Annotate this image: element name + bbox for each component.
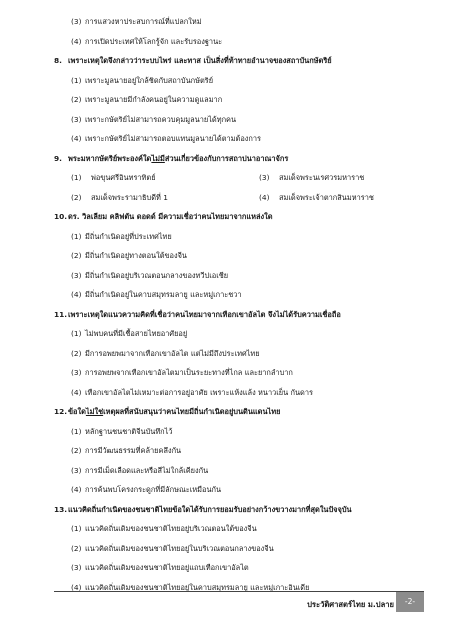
choice-number: (2) — [71, 348, 82, 358]
choice-text: มีถิ่นกำเนิดอยู่บริเวณตอนกลางของทวีปเอเชีย — [85, 270, 229, 280]
exam-content — [54, 12, 424, 597]
choice-number: (2) — [71, 95, 82, 104]
answer-choice — [54, 324, 424, 344]
answer-choice — [54, 461, 424, 481]
answer-row — [54, 188, 424, 208]
choice-number: (4) — [71, 582, 82, 592]
choice-text: มีถิ่นกำเนิดอยู่ทางตอนใต้ของจีน — [85, 251, 187, 260]
footer-subject: ประวัติศาสตร์ไทย ม.ปลาย — [307, 600, 394, 609]
question-block-10-11 — [54, 207, 424, 402]
choice-number: (1) — [71, 173, 82, 182]
question-text-emphasis: ไม่มี — [151, 153, 165, 163]
choice-text: มีถิ่นกำเนิดอยู่ที่ประเทศไทย — [85, 231, 172, 241]
choice-number: (3) — [71, 465, 82, 475]
answer-choice — [54, 227, 424, 247]
question-block-8 — [54, 12, 424, 149]
question-9 — [54, 149, 424, 169]
question-line — [54, 51, 424, 71]
answer-choice — [54, 266, 424, 286]
answer-choice — [54, 441, 424, 461]
question-number: 12. — [54, 407, 68, 416]
choice-text: มีการอพยพมาจากเทือกเขาอัลไต แต่ไม่มีถึงประเทศไทย — [85, 348, 260, 358]
choice-number: (3) — [71, 17, 82, 26]
answer-choice — [54, 480, 424, 500]
answer-choice — [54, 344, 424, 364]
choice-text: สมเด็จพระเจ้าตากสินมหาราช — [279, 192, 374, 202]
answer-choice — [54, 363, 424, 383]
question-number: 11. — [54, 309, 68, 319]
choice-number: (3) — [71, 270, 82, 280]
choice-text: แนวคิดถิ่นเดิมของชนชาติไทยอยู่บริเวณตอนใต้ของจีน — [85, 524, 257, 533]
choice-number: (4) — [71, 134, 82, 143]
choice-number: (4) — [71, 485, 82, 494]
choice-text: หลักฐานชนชาติจีนบันทึกไว้ — [85, 426, 173, 436]
choice-text: การแสวงหาประสบการณ์ที่แปลกใหม่ — [85, 17, 202, 26]
answer-choice — [54, 578, 424, 598]
question-block-12-13 — [54, 422, 424, 598]
question-number: 10. — [54, 212, 68, 221]
choice-number: (4) — [259, 192, 270, 202]
choice-number: (1) — [71, 524, 82, 533]
question-text-start: ข้อใด — [68, 407, 86, 416]
answer-choice — [54, 71, 424, 91]
answer-choice — [54, 539, 424, 559]
answer-choice — [54, 246, 424, 266]
question-text-end: ส่วนเกี่ยวข้องกับการสถาปนาอาณาจักร — [164, 153, 289, 163]
answer-choice — [54, 383, 424, 403]
choice-number: (3) — [259, 173, 270, 182]
choice-number: (2) — [71, 251, 82, 260]
choice-number: (3) — [71, 368, 82, 377]
question-line — [54, 305, 424, 325]
question-number: 13. — [54, 504, 68, 514]
choice-number: (2) — [71, 543, 82, 553]
choice-text: เพราะมูลนายอยู่ใกล้ชิดกับสถาบันกษัตริย์ — [85, 75, 214, 85]
answer-choice — [54, 32, 424, 52]
answer-choice — [54, 285, 424, 305]
choice-number: (4) — [71, 290, 82, 299]
question-text: เพราะเหตุใดจึงกล่าวว่าระบบไพร่ และทาส เป็นสิ่งที่ท้าทายอำนาจของสถาบันกษัตริย์ — [68, 56, 332, 65]
question-line — [54, 207, 424, 227]
question-text-emphasis: ไม่ใช่ — [85, 407, 104, 416]
choice-number: (4) — [71, 387, 82, 397]
choice-number: (1) — [71, 231, 82, 241]
choice-text: สมเด็จพระนเรศวรมหาราช — [279, 173, 365, 182]
question-line — [54, 500, 424, 520]
choice-text: เพราะกษัตริย์ไม่สามารถควบคุมมูลนายได้ทุกคน — [85, 114, 237, 124]
answer-choice — [54, 558, 424, 578]
choice-text: แนวคิดถิ่นเดิมของชนชาติไทยอยู่ในบริเวณตอนกลางของจีน — [85, 543, 274, 553]
choice-text: เทือกเขาอัลไตไม่เหมาะต่อการอยู่อาศัย เพราะแห้งแล้ง หนาวเย็น กันดาร — [85, 387, 313, 397]
answer-choice — [239, 168, 424, 188]
choice-number: (2) — [71, 446, 82, 455]
choice-number: (1) — [71, 426, 82, 436]
page-number: -2- — [396, 592, 424, 612]
choice-number: (2) — [71, 192, 82, 202]
question-12 — [54, 402, 424, 422]
question-text: ดร. วิลเลียม คลิฟตัน ดอดด์ มีความเชื่อว่าคนไทยมาจากแหล่งใด — [68, 212, 273, 221]
choice-text: การมีเม็ดเลือดและหรือสีไม่ใกล้เคียงกัน — [85, 465, 209, 475]
answer-choice — [54, 129, 424, 149]
answer-choice — [54, 90, 424, 110]
answer-choice — [54, 168, 239, 188]
answer-choice — [54, 12, 424, 32]
question-number: 8. — [54, 56, 62, 65]
choice-number: (1) — [71, 75, 82, 85]
answer-choice — [54, 519, 424, 539]
question-text-end: เหตุผลที่สนับสนุนว่าคนไทยมีถิ่นกำเนิดอยู่บนดินแดนไทย — [103, 407, 281, 416]
answer-choice — [239, 188, 424, 208]
choice-text: แนวคิดถิ่นเดิมของชนชาติไทยอยู่ในคาบสมุทรมลายู และหมู่เกาะอินเดีย — [85, 582, 310, 592]
answer-choice — [54, 188, 239, 208]
choice-text: พ่อขุนศรีอินทราทิตย์ — [91, 173, 156, 182]
answer-row — [54, 168, 424, 188]
choice-text: มีถิ่นกำเนิดอยู่ในคาบสมุทรมลายู และหมู่เกาะชวา — [85, 290, 242, 299]
choice-text: แนวคิดถิ่นเดิมของชนชาติไทยอยู่แถบเทือกเขาอัลไต — [85, 563, 249, 572]
choice-text: สมเด็จพระรามาธิบดีที่ 1 — [91, 192, 168, 202]
question-text: แนวคิดถิ่นกำเนิดของชนชาติไทยข้อใดได้รับการยอมรับอย่างกว้างขวางมากที่สุดในปัจจุบัน — [68, 504, 352, 514]
footer-divider — [54, 591, 424, 592]
choice-number: (3) — [71, 114, 82, 124]
choice-text: ไม่พบคนที่มีเชื้อสายไทยอาศัยอยู่ — [85, 329, 188, 338]
answer-choice — [54, 110, 424, 130]
choice-text: การมีวัฒนธรรมที่คล้ายคลึงกัน — [85, 446, 182, 455]
choice-number: (4) — [71, 36, 82, 46]
question-text: เพราะเหตุใดแนวความคิดที่เชื่อว่าคนไทยมาจากเทือกเขาอัลไต จึงไม่ได้รับความเชื่อถือ — [68, 309, 341, 319]
question-number: 9. — [54, 153, 62, 163]
choice-text: การอพยพจากเทือกเขาอัลไตมาเป็นระยะทางที่ไกล และยากลำบาก — [85, 368, 293, 377]
choice-text: เพราะมูลนายมีกำลังคนอยู่ในความดูแลมาก — [85, 95, 223, 104]
choice-text: การเปิดประเทศให้โลกรู้จัก และรับรองฐานะ — [85, 36, 223, 46]
choice-text: เพราะกษัตริย์ไม่สามารถตอบแทนมูลนายได้ตามต้องการ — [85, 134, 261, 143]
choice-number: (3) — [71, 563, 82, 572]
choice-number: (1) — [71, 329, 82, 338]
answer-choice — [54, 422, 424, 442]
question-text-start: พระมหากษัตริย์พระองค์ใด — [68, 153, 152, 163]
choice-text: การค้นพบโครงกระดูกที่มีลักษณะเหมือนกัน — [85, 485, 222, 494]
